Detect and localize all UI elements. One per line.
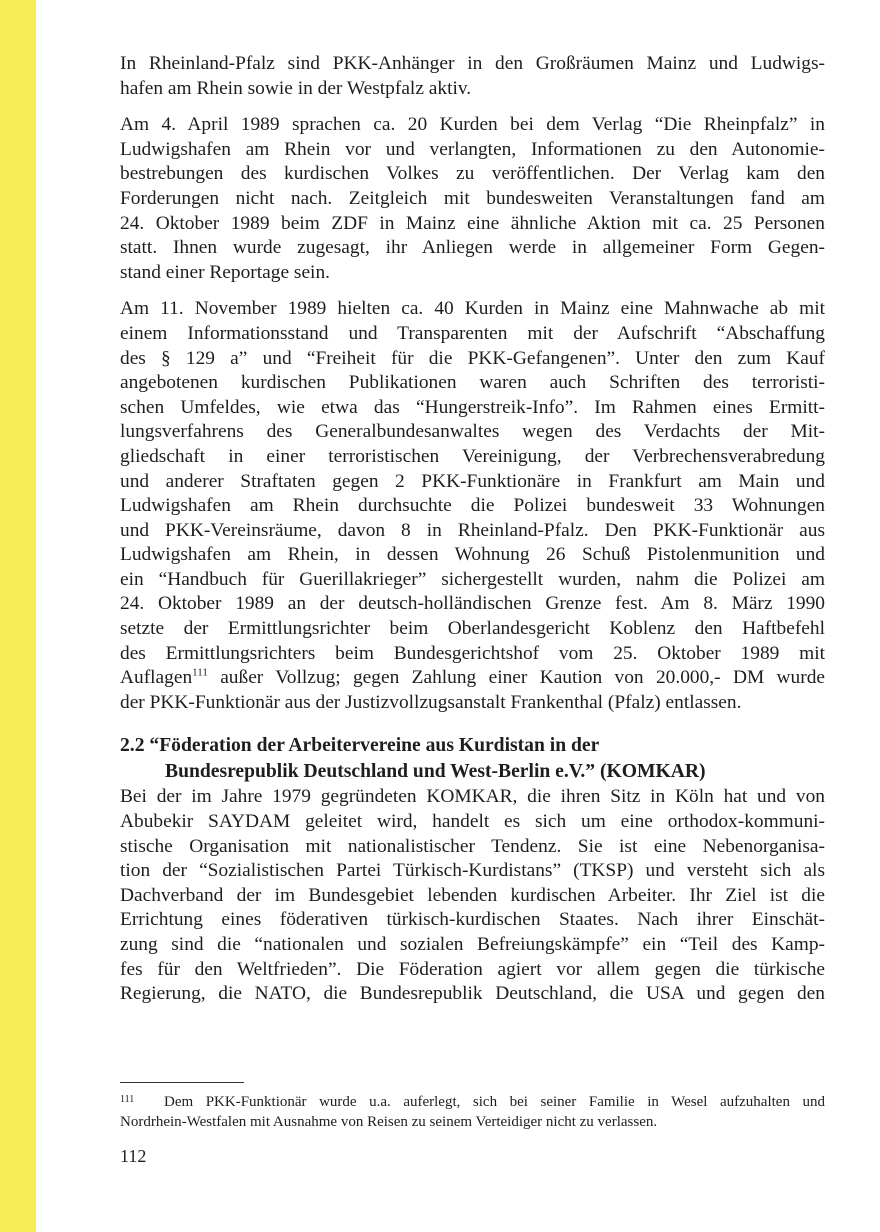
text-line: bestrebungen des kurdischen Volkes zu veröffentlichen. Der Verlag kam den <box>120 163 825 185</box>
text-line: Abubekir SAYDAM geleitet wird, handelt es sich um eine orthodox-kommuni- <box>120 811 825 833</box>
footnote-reference: 111 <box>192 666 208 679</box>
text-line: hafen am Rhein sowie in der Westpfalz aktiv. <box>120 77 472 99</box>
margin-highlight-strip <box>0 0 36 1232</box>
text-line: In Rheinland-Pfalz sind PKK-Anhänger in den Großräumen Mainz und Ludwigs- <box>120 53 825 74</box>
text-line: 24. Oktober 1989 an der deutsch-holländischen Grenze fest. Am 8. März 1990 <box>120 593 825 615</box>
text-line: und PKK-Vereinsräume, davon 8 in Rheinland-Pfalz. Den PKK-Funktionär aus <box>120 519 825 541</box>
text-line: stand einer Reportage sein. <box>120 261 330 283</box>
text-line: Errichtung eines föderativen türkisch-kurdischen Staates. Nach ihrer Einschät- <box>120 909 825 931</box>
text-line: und anderer Straftaten gegen 2 PKK-Funktionäre in Frankfurt am Main und <box>120 470 825 492</box>
paragraph-3 <box>120 297 825 715</box>
text-line: Am 4. April 1989 sprachen ca. 20 Kurden bei dem Verlag “Die Rheinpfalz” in <box>120 114 825 136</box>
text-line: Forderungen nicht nach. Zeitgleich mit bundesweiten Veranstaltungen fand am <box>120 187 825 209</box>
text-line: lungsverfahrens des Generalbundesanwaltes wegen des Verdachts der Mit- <box>120 421 825 443</box>
text-line: Am 11. November 1989 hielten ca. 40 Kurden in Mainz eine Mahnwache ab mit <box>120 298 825 320</box>
text-line: Ludwigshafen am Rhein vor und verlangten, Informationen zu den Autonomie- <box>120 138 825 160</box>
text-line: Ludwigshafen am Rhein, in dessen Wohnung 26 Schuß Pistolenmunition und <box>120 544 825 566</box>
paragraph-2 <box>120 113 825 285</box>
text-line: Bei der im Jahre 1979 gegründeten KOMKAR, die ihren Sitz in Köln hat und von <box>120 786 825 808</box>
text-line: angebotenen kurdischen Publikationen waren auch Schriften des terroristi- <box>120 372 825 394</box>
text-fragment: außer Vollzug; gegen Zahlung einer Kaution von 20.000,- DM wurde <box>207 667 825 689</box>
page-number: 112 <box>120 1146 147 1166</box>
text-fragment: Auflagen <box>120 667 193 689</box>
footnote-number: 111 <box>120 1094 135 1105</box>
text-line: 24. Oktober 1989 beim ZDF in Mainz eine ähnliche Aktion mit ca. 25 Personen <box>120 212 825 234</box>
footnote <box>120 1092 825 1132</box>
text-line: tion der “Sozialistischen Partei Türkisch-Kurdistans” (TKSP) und versteht sich als <box>120 860 825 882</box>
text-line: des Ermittlungsrichters beim Bundesgerichtshof vom 25. Oktober 1989 mit <box>120 642 825 664</box>
section-heading <box>120 733 825 785</box>
section-heading-line-2: Bundesrepublik Deutschland und West-Berlin e.V.” (KOMKAR) <box>165 761 706 783</box>
section-heading-line-1: 2.2 “Föderation der Arbeitervereine aus Kurdistan in der <box>120 735 600 757</box>
text-line: setzte der Ermittlungsrichter beim Oberlandesgericht Koblenz den Haftbefehl <box>120 618 825 640</box>
text-line: schen Umfeldes, wie etwa das “Hungerstreik-Info”. Im Rahmen eines Ermitt- <box>120 396 825 418</box>
footnote-text: Dem PKK-Funktionär wurde u.a. auferlegt, sich bei seiner Familie in Wesel aufzuhalten und <box>164 1094 825 1110</box>
text-line: Regierung, die NATO, die Bundesrepublik Deutschland, die USA und gegen den <box>120 983 825 1005</box>
section-paragraph <box>120 785 825 1006</box>
page-body <box>120 52 825 1019</box>
text-line: stische Organisation mit nationalistischer Tendenz. Sie ist eine Nebenorganisa- <box>120 835 825 857</box>
text-line: statt. Ihnen wurde zugesagt, ihr Anliegen werde in allgemeiner Form Gegen- <box>120 237 825 259</box>
text-line: der PKK-Funktionär aus der Justizvollzugsanstalt Frankenthal (Pfalz) entlassen. <box>120 691 742 713</box>
footnote-line-1 <box>120 1092 825 1112</box>
text-line: Ludwigshafen am Rhein durchsuchte die Polizei bundesweit 33 Wohnungen <box>120 495 825 517</box>
paragraph-1 <box>120 52 825 101</box>
text-line: gliedschaft in einer terroristischen Vereinigung, der Verbrechensverabredung <box>120 445 825 467</box>
text-line: Dachverband der im Bundesgebiet lebenden kurdischen Arbeiter. Ihr Ziel ist die <box>120 884 825 906</box>
text-line: einem Informationsstand und Transparenten mit der Aufschrift “Abschaffung <box>120 322 825 344</box>
footnote-line-2: Nordrhein-Westfalen mit Ausnahme von Reisen zu seinem Verteidiger nicht zu verlassen. <box>120 1114 658 1130</box>
text-line: ein “Handbuch für Guerillakrieger” sichergestellt wurden, nahm die Polizei am <box>120 568 825 590</box>
footnote-separator <box>120 1082 244 1083</box>
text-line-with-footnote <box>120 666 825 691</box>
text-line: zung sind die “nationalen und sozialen Befreiungskämpfe” ein “Teil des Kamp- <box>120 934 825 955</box>
text-line: fes für den Weltfrieden”. Die Föderation agiert vor allem gegen die türkische <box>120 958 825 980</box>
text-line: des § 129 a” und “Freiheit für die PKK-Gefangenen”. Unter den zum Kauf <box>120 347 825 369</box>
